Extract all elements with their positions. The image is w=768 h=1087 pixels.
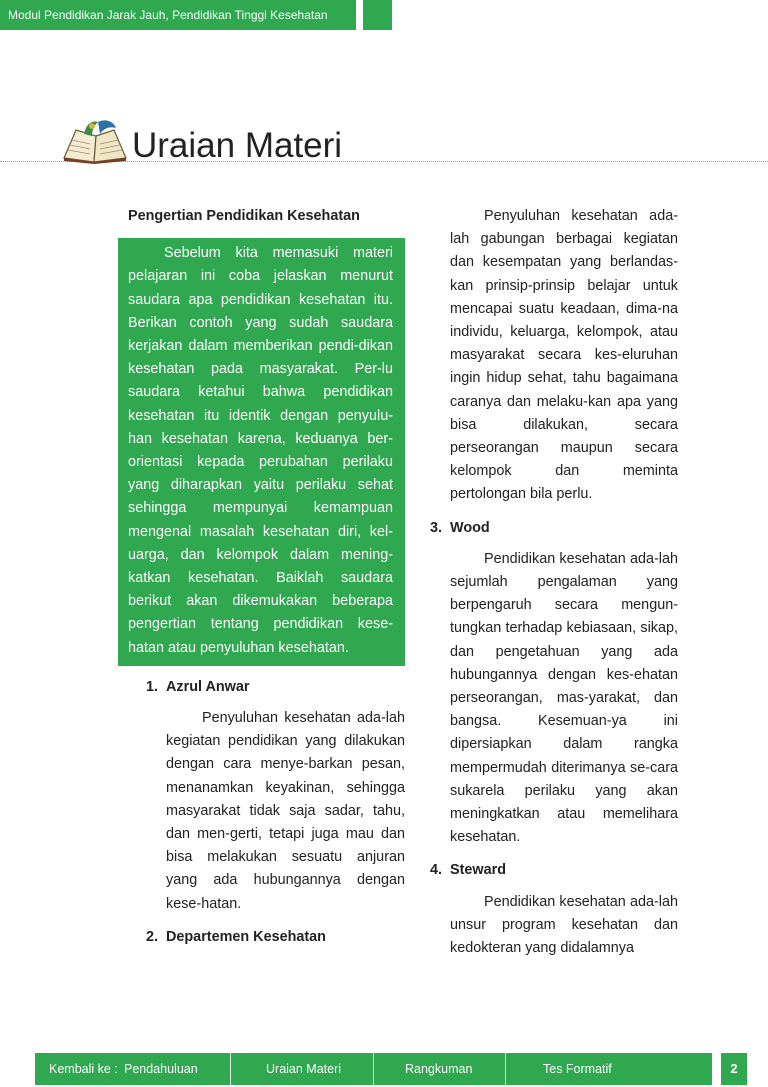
header-accent-box bbox=[363, 0, 392, 30]
item-number: 2. bbox=[146, 928, 159, 945]
item-author: Wood bbox=[450, 519, 490, 536]
continuation-text: Penyuluhan kesehatan ada-lah gabungan berbagai kegiatan dan kesempatan yang berlandas-kan prinsip-prinsip belajar untuk mencapai suatu keadaan, dima-na individu, keluarga, kelompok, atau masyarakat secara kes-eluruhan ingin hidup sehat, tahu bagaimana caranya dan melaku-kan apa yang bisa dilakukan, secara perseorangan maupun secara kelompok dan meminta pertolongan bila perlu. bbox=[450, 208, 678, 503]
nav-separator bbox=[373, 1053, 374, 1085]
item-number: 3. bbox=[430, 519, 443, 536]
definition-item-body bbox=[450, 891, 678, 961]
subheading: Pengertian Pendidikan Kesehatan bbox=[128, 208, 360, 224]
nav-link-uraian-materi[interactable]: Uraian Materi bbox=[266, 1062, 342, 1076]
continuation-block bbox=[450, 205, 678, 507]
definition-item-body bbox=[166, 707, 405, 916]
definition-item-title bbox=[430, 517, 678, 540]
section-title: Uraian Materi bbox=[132, 126, 343, 165]
nav-separator bbox=[230, 1053, 231, 1085]
item-number: 4. bbox=[430, 862, 443, 879]
left-column bbox=[118, 205, 405, 949]
right-column bbox=[430, 205, 678, 960]
nav-separator bbox=[505, 1053, 506, 1085]
nav-link-tes-formatif[interactable]: Tes Formatif bbox=[543, 1062, 612, 1076]
item-text: Pendidikan kesehatan ada-lah unsur program kesehatan dan kedokteran yang didalamnya bbox=[450, 893, 678, 957]
definition-item-title bbox=[430, 859, 678, 882]
item-author: Departemen Kesehatan bbox=[166, 928, 326, 945]
definition-item-body bbox=[450, 548, 678, 850]
item-text: Penyuluhan kesehatan ada-lah kegiatan pendidikan yang dilakukan dengan cara menye-barkan pesan, menanamkan keyakinan, sehingga masyarakat tidak saja sadar, tahu, dan men-gerti, tetapi juga mau dan bisa melakukan sesuatu anjuran yang ada hubungannya dengan kese-hatan. bbox=[166, 710, 405, 912]
footer-nav bbox=[35, 1053, 712, 1085]
module-title: Modul Pendidikan Jarak Jauh, Pendidikan Tinggi Kesehatan bbox=[8, 8, 328, 22]
page-number: 2 bbox=[721, 1053, 747, 1085]
definition-item-title bbox=[146, 676, 405, 699]
item-number: 1. bbox=[146, 678, 159, 695]
prompt-box bbox=[118, 238, 405, 666]
prompt-text: Sebelum kita memasuki materi pelajaran ini coba jelaskan menurut saudara apa pendidikan kesehatan itu. Berikan contoh yang sudah saudara kerjakan dalam memberikan pendi-dikan kesehatan pada masyarakat. Per-lu saudara ketahui bahwa pendidikan kesehatan itu identik dengan penyulu-han kesehatan karena, keduanya ber-orientasi kepada perubahan perilaku yang diharapkan yaitu perilaku sehat sehingga mempunyai kemampuan mengenal masalah kesehatan diri, kel-uarga, dan kelompok dalam mening-katkan kesehatan. Baiklah saudara berikut akan dikemukakan beberapa pengertian tentang pendidikan kese-hatan atau penyuluhan kesehatan. bbox=[128, 245, 393, 656]
nav-link-pendahuluan[interactable]: Pendahuluan bbox=[124, 1062, 198, 1076]
back-label: Kembali ke : bbox=[49, 1062, 118, 1076]
definition-item-title bbox=[146, 926, 405, 949]
module-title-bar bbox=[0, 0, 356, 30]
item-author: Steward bbox=[450, 862, 506, 879]
item-author: Azrul Anwar bbox=[166, 678, 250, 695]
open-book-icon bbox=[62, 118, 128, 164]
item-text: Pendidikan kesehatan ada-lah sejumlah pengalaman yang berpengaruh secara mengun-tungkan terhadap kebiasaan, sikap, dan pengetahuan yang ada hubungannya dengan kes-ehatan perseorangan, mas-yarakat, dan bangsa. Kesemuan-ya ini dipersiapkan dalam rangka mempermudah diterimanya se-cara sukarela perilaku yang akan meningkatkan atau memelihara kesehatan. bbox=[450, 550, 678, 846]
nav-link-rangkuman[interactable]: Rangkuman bbox=[405, 1062, 473, 1076]
